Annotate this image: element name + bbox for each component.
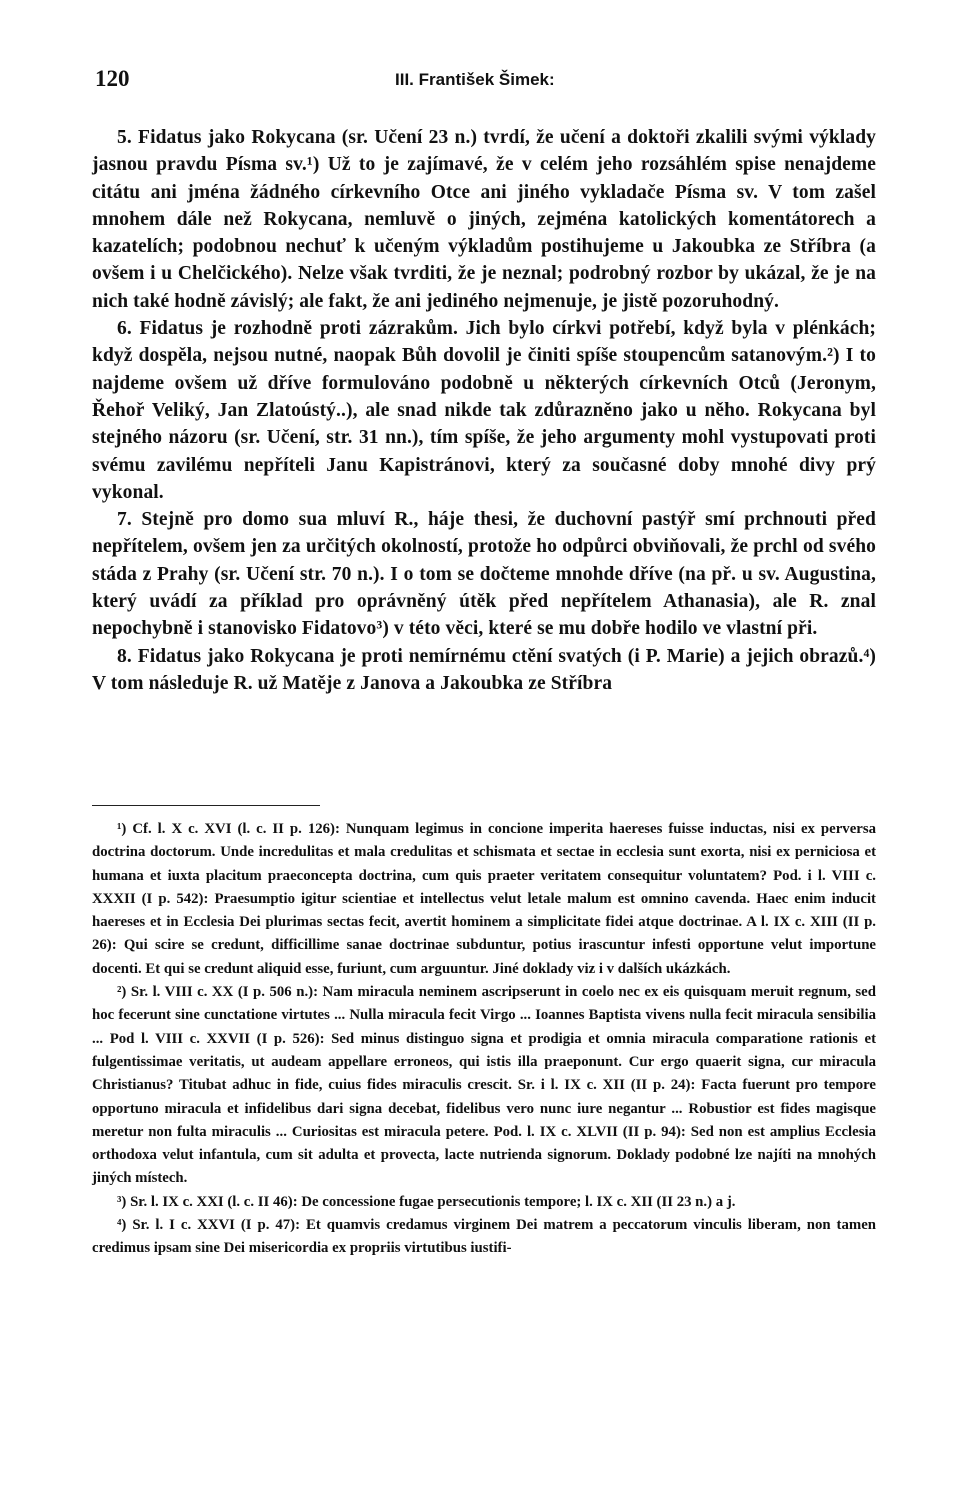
footnote-text: Cf. l. X c. XVI (l. c. II p. 126): Nunquam legimus in concione imperita haereses fuisse inductas, nisi ex perversa doctrina doctorum. Unde incredulitas et mala credulitas et schismata et sectae in ecclesia sunt exorta, nisi ex perniciosa et humana et iuxta placitum praeconcepta doctrina, cum quis praeter veritatem consequitur voluntatem? Pod. i l. VIII c. XXXII (I p. 542): Praesumptio igitur scientiae et intellectus velut letale malum est omnino cavenda. Haec enim inducit haereses et in Ecclesia Dei plurimas sectas fecit, avertit hominem a simplicitate fidei atque doctrinae. A l. IX c. XIII (II p. 26): Qui scire se credunt, difficillime sanae doctrinae subduntur, potius irascuntur infesti opportune velut importune docenti. Et qui se credunt aliquid esse, furiunt, cum arguuntur. Jiné doklady viz i v dalších ukázkách.	[92, 821, 876, 977]
footnote-2	[92, 981, 876, 1191]
footnote-1	[92, 818, 876, 981]
running-head: III. František Šimek:	[395, 70, 555, 89]
footnote-text: Sr. l. VIII c. XX (I p. 506 n.): Nam miracula neminem ascripserunt in coelo nec ex eis quisquam meruit regnum, sed hoc fecerunt sine cunctatione virtutes ... Nulla miracula fecit Virgo ... Ioannes Baptista vivens nulla fecit miracula sensibilia ... Pod l. VIII c. XXVII (I p. 526): Sed minus distinguo signa et prodigia et omnia miracula comparatione rationis et fulgentissimae veritatis, ut audeam appellare erroneos, qui istis illa praeponunt. Cur ergo quaerit signa, cur miracula Christianus? Titubat adhuc in fide, cuius fides miraculis crescit. Sr. i l. IX c. XII (II p. 24): Facta fuerunt pro tempore opportuno miracula et infidelibus dari signa decebat, fidelibus vero nunc iure negantur ... Robustior est fides magisque meretur non fulta miraculis ... Curiositas est miracula petere. Pod. l. IX c. XLVII (II p. 94): Sed non est amplius Ecclesia orthodoxa velut infantula, cum sit adulta et provecta, lacte nutrienda signorum. Doklady podobné lze najíti na mnohých jiných místech.	[92, 984, 876, 1187]
footnote-mark: ²)	[117, 984, 127, 1001]
footnote-mark: ¹)	[117, 821, 127, 837]
page-header	[95, 66, 875, 96]
footnote-text: Sr. l. I c. XXVI (I p. 47): Et quamvis credamus virginem Dei matrem a peccatorum vinculis liberam, non tamen credimus ipsam sine Dei misericordia ex propriis virtutibus iustifi-	[92, 1217, 876, 1257]
paragraph-7: 7. Stejně pro domo sua mluví R., háje thesi, že duchovní pastýř smí prchnouti před nepřítelem, ovšem jen za určitých okolností, protože ho odpůrci obviňovali, že prchl od svého stáda z Prahy (sr. Učení str. 70 n.). I o tom se dočteme mnohde dříve (na př. u sv. Augustina, který uvádí za příklad pro oprávněný útěk před nepřítelem Athanasia), ale R. znal nepochybně i stanovisko Fidatovo³) v této věci, které se mu dobře hodilo ve vlastní při.	[92, 509, 876, 640]
footnote-separator	[92, 805, 320, 806]
footnote-3	[92, 1191, 876, 1214]
footnote-mark: ⁴)	[117, 1217, 127, 1234]
footnote-mark: ³)	[117, 1193, 127, 1210]
main-text	[92, 124, 876, 697]
footnote-text: Sr. l. IX c. XXI (l. c. II 46): De concessione fugae persecutionis tempore; l. IX c. XII (II 23 n.) a j.	[130, 1193, 736, 1210]
page-number: 120	[95, 66, 130, 91]
paragraph-8: 8. Fidatus jako Rokycana je proti nemírnému ctění svatých (i P. Marie) a jejich obrazů.⁴) V tom následuje R. už Matěje z Janova a Jakoubka ze Stříbra	[92, 645, 876, 694]
paragraph-5: 5. Fidatus jako Rokycana (sr. Učení 23 n.) tvrdí, že učení a doktoři zkalili svými výklady jasnou pravdu Písma sv.¹) Už to je zajímavé, že v celém jeho rozsáhlém spise nenajdeme citátu ani jména žádného církevního Otce ani jiného vykladače Písma sv. V tom zašel mnohem dále než Rokycana, nemluvě o jiných, zejména katolických komentátorech a kazatelích; podobnou nechuť k učeným výkladům postihujeme u Jakoubka ze Stříbra (a ovšem i u Chelčického). Nelze však tvrditi, že je neznal; podrobný rozbor by ukázal, že je na nich také hodně závislý; ale fakt, že ani jediného nejmenuje, je jistě pozoruhodný.	[92, 127, 876, 312]
footnote-4	[92, 1214, 876, 1261]
paragraph-6: 6. Fidatus je rozhodně proti zázrakům. Jich bylo církvi potřebí, když byla v plénkách; když dospěla, nejsou nutné, naopak Bůh dovolil je činiti spíše stoupencům satanovým.²) I to najdeme ovšem už dříve formulováno podobně u některých církevních Otců (Jeronym, Řehoř Veliký, Jan Zlatoústý..), ale snad nikde tak zdůrazněno jako u něho. Rokycana byl stejného názoru (sr. Učení, str. 31 nn.), tím spíše, že jeho argumenty mohl vystupovati proti svému zavilému nepříteli Janu Kapistránovi, který za současné doby mnohé divy prý vykonal.	[92, 318, 876, 503]
footnotes	[92, 818, 876, 1261]
